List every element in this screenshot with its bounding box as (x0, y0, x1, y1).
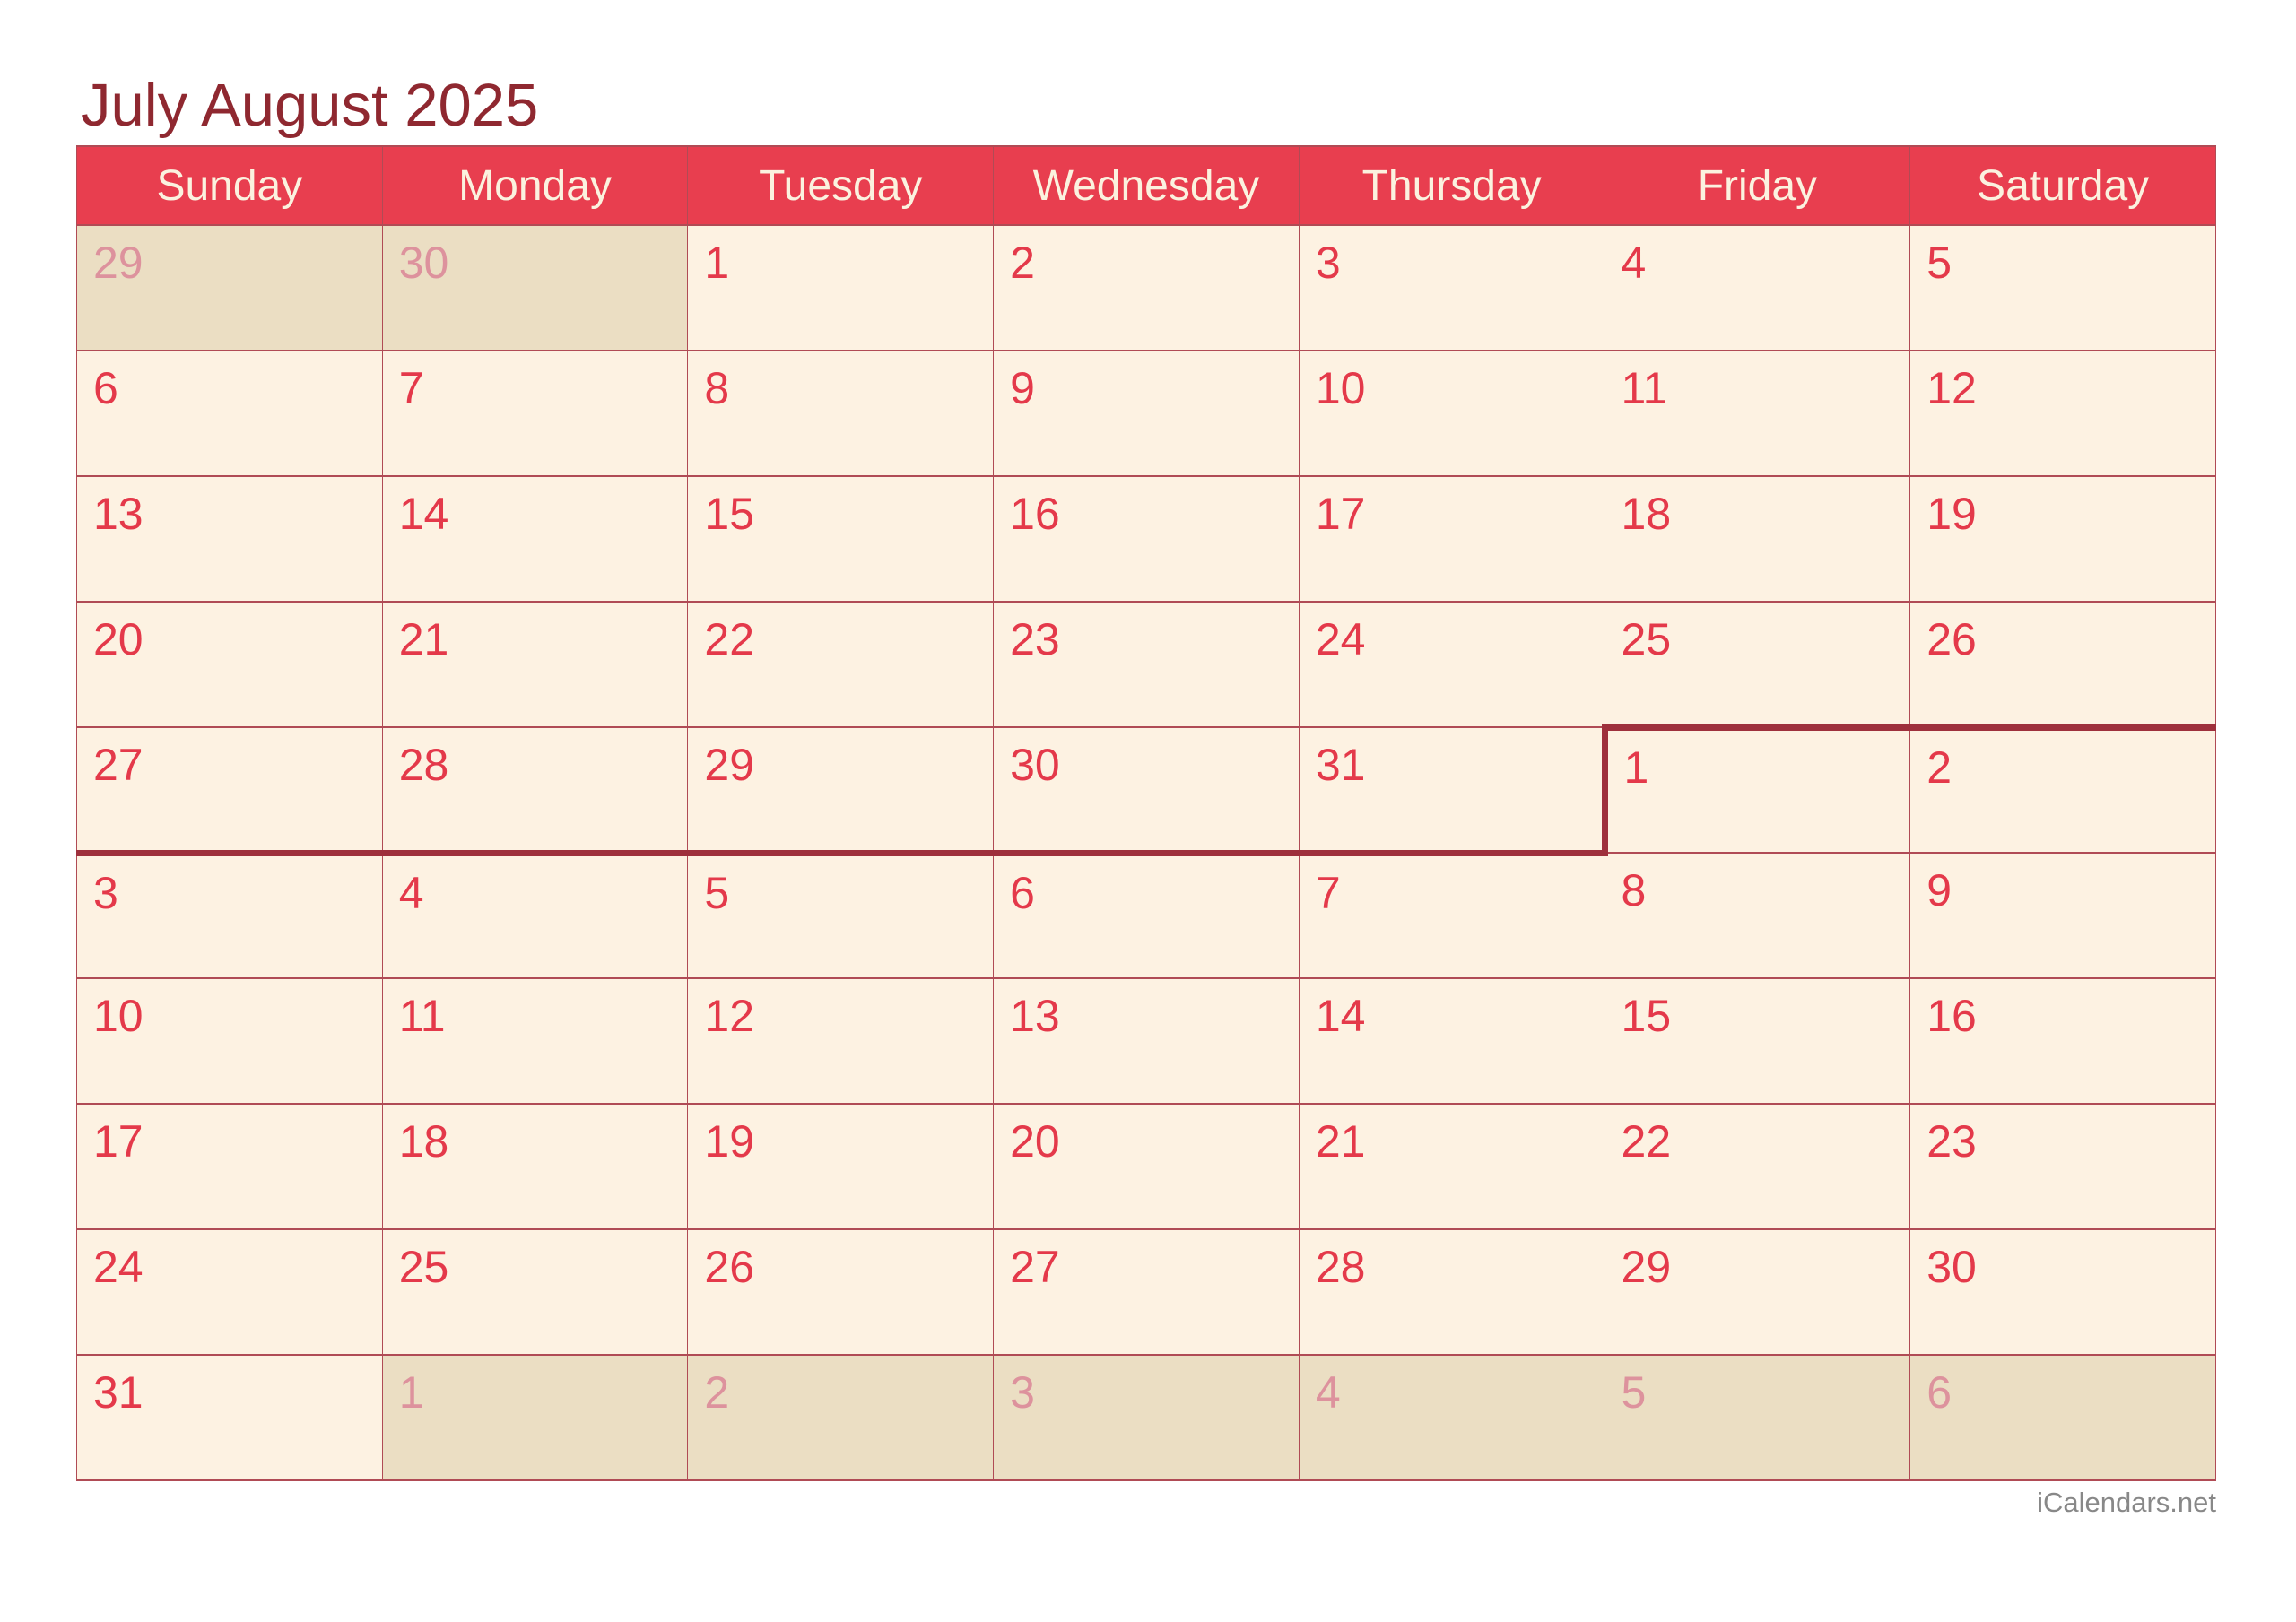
day-cell-aug-29: 29 (1605, 1229, 1910, 1355)
day-cell-aug-8: 8 (1605, 853, 1910, 978)
day-cell-aug-6: 6 (994, 853, 1300, 978)
day-cell-aug-17: 17 (77, 1104, 383, 1229)
day-cell-jul-14: 14 (382, 476, 688, 602)
day-cell-jul-19: 19 (1910, 476, 2216, 602)
day-cell-aug-22: 22 (1605, 1104, 1910, 1229)
day-cell-aug-13: 13 (994, 978, 1300, 1104)
day-cell-jul-28: 28 (382, 727, 688, 853)
weekday-header-tuesday: Tuesday (688, 146, 994, 225)
week-row (77, 1229, 2216, 1355)
day-cell-aug-30: 30 (1910, 1229, 2216, 1355)
weekday-header-monday: Monday (382, 146, 688, 225)
day-cell-jul-6: 6 (77, 351, 383, 476)
day-cell-jul-1: 1 (688, 225, 994, 351)
day-cell-aug-26: 26 (688, 1229, 994, 1355)
day-cell-jul-16: 16 (994, 476, 1300, 602)
day-cell-jul-31: 31 (1299, 727, 1605, 853)
day-cell-jul-8: 8 (688, 351, 994, 476)
day-cell-jul-17: 17 (1299, 476, 1605, 602)
day-cell-aug-27: 27 (994, 1229, 1300, 1355)
day-cell-aug-7: 7 (1299, 853, 1605, 978)
day-cell-sep-6: 6 (1910, 1355, 2216, 1480)
day-cell-jul-25: 25 (1605, 602, 1910, 727)
day-cell-sep-2: 2 (688, 1355, 994, 1480)
day-cell-jul-15: 15 (688, 476, 994, 602)
day-cell-jul-3: 3 (1299, 225, 1605, 351)
day-cell-aug-9: 9 (1910, 853, 2216, 978)
week-row (77, 225, 2216, 351)
day-cell-aug-20: 20 (994, 1104, 1300, 1229)
day-cell-jul-5: 5 (1910, 225, 2216, 351)
day-cell-aug-15: 15 (1605, 978, 1910, 1104)
week-row (77, 476, 2216, 602)
day-cell-jul-2: 2 (994, 225, 1300, 351)
weekday-header-thursday: Thursday (1299, 146, 1605, 225)
day-cell-jul-27: 27 (77, 727, 383, 853)
weekday-row (77, 146, 2216, 225)
day-cell-jul-21: 21 (382, 602, 688, 727)
day-cell-jul-11: 11 (1605, 351, 1910, 476)
day-cell-sep-5: 5 (1605, 1355, 1910, 1480)
day-cell-jul-20: 20 (77, 602, 383, 727)
weekday-header-saturday: Saturday (1910, 146, 2216, 225)
day-cell-aug-18: 18 (382, 1104, 688, 1229)
calendar-title: July August 2025 (81, 72, 539, 139)
day-cell-aug-16: 16 (1910, 978, 2216, 1104)
day-cell-jul-18: 18 (1605, 476, 1910, 602)
week-row (77, 978, 2216, 1104)
day-cell-jul-10: 10 (1299, 351, 1605, 476)
day-cell-aug-1: 1 (1605, 727, 1910, 853)
day-cell-jul-26: 26 (1910, 602, 2216, 727)
week-row (77, 351, 2216, 476)
day-cell-aug-24: 24 (77, 1229, 383, 1355)
week-row (77, 853, 2216, 978)
day-cell-aug-3: 3 (77, 853, 383, 978)
calendar-header (77, 146, 2216, 225)
day-cell-aug-14: 14 (1299, 978, 1605, 1104)
weekday-header-wednesday: Wednesday (994, 146, 1300, 225)
day-cell-aug-2: 2 (1910, 727, 2216, 853)
week-row (77, 727, 2216, 853)
day-cell-jul-30: 30 (994, 727, 1300, 853)
day-cell-jul-7: 7 (382, 351, 688, 476)
calendar-body (77, 225, 2216, 1480)
day-cell-jul-22: 22 (688, 602, 994, 727)
calendar-grid (76, 145, 2216, 1481)
day-cell-aug-23: 23 (1910, 1104, 2216, 1229)
day-cell-jul-29: 29 (688, 727, 994, 853)
week-row (77, 602, 2216, 727)
week-row (77, 1104, 2216, 1229)
day-cell-aug-25: 25 (382, 1229, 688, 1355)
site-watermark: iCalendars.net (2037, 1487, 2216, 1518)
day-cell-jul-12: 12 (1910, 351, 2216, 476)
day-cell-aug-31: 31 (77, 1355, 383, 1480)
day-cell-aug-5: 5 (688, 853, 994, 978)
day-cell-aug-28: 28 (1299, 1229, 1605, 1355)
week-row (77, 1355, 2216, 1480)
day-cell-jul-13: 13 (77, 476, 383, 602)
day-cell-jul-23: 23 (994, 602, 1300, 727)
day-cell-sep-3: 3 (994, 1355, 1300, 1480)
day-cell-aug-10: 10 (77, 978, 383, 1104)
day-cell-jun-29: 29 (77, 225, 383, 351)
day-cell-jul-4: 4 (1605, 225, 1910, 351)
day-cell-sep-4: 4 (1299, 1355, 1605, 1480)
day-cell-aug-21: 21 (1299, 1104, 1605, 1229)
day-cell-aug-12: 12 (688, 978, 994, 1104)
day-cell-jul-24: 24 (1299, 602, 1605, 727)
day-cell-sep-1: 1 (382, 1355, 688, 1480)
day-cell-jun-30: 30 (382, 225, 688, 351)
day-cell-aug-19: 19 (688, 1104, 994, 1229)
day-cell-aug-11: 11 (382, 978, 688, 1104)
weekday-header-friday: Friday (1605, 146, 1910, 225)
day-cell-jul-9: 9 (994, 351, 1300, 476)
weekday-header-sunday: Sunday (77, 146, 383, 225)
day-cell-aug-4: 4 (382, 853, 688, 978)
